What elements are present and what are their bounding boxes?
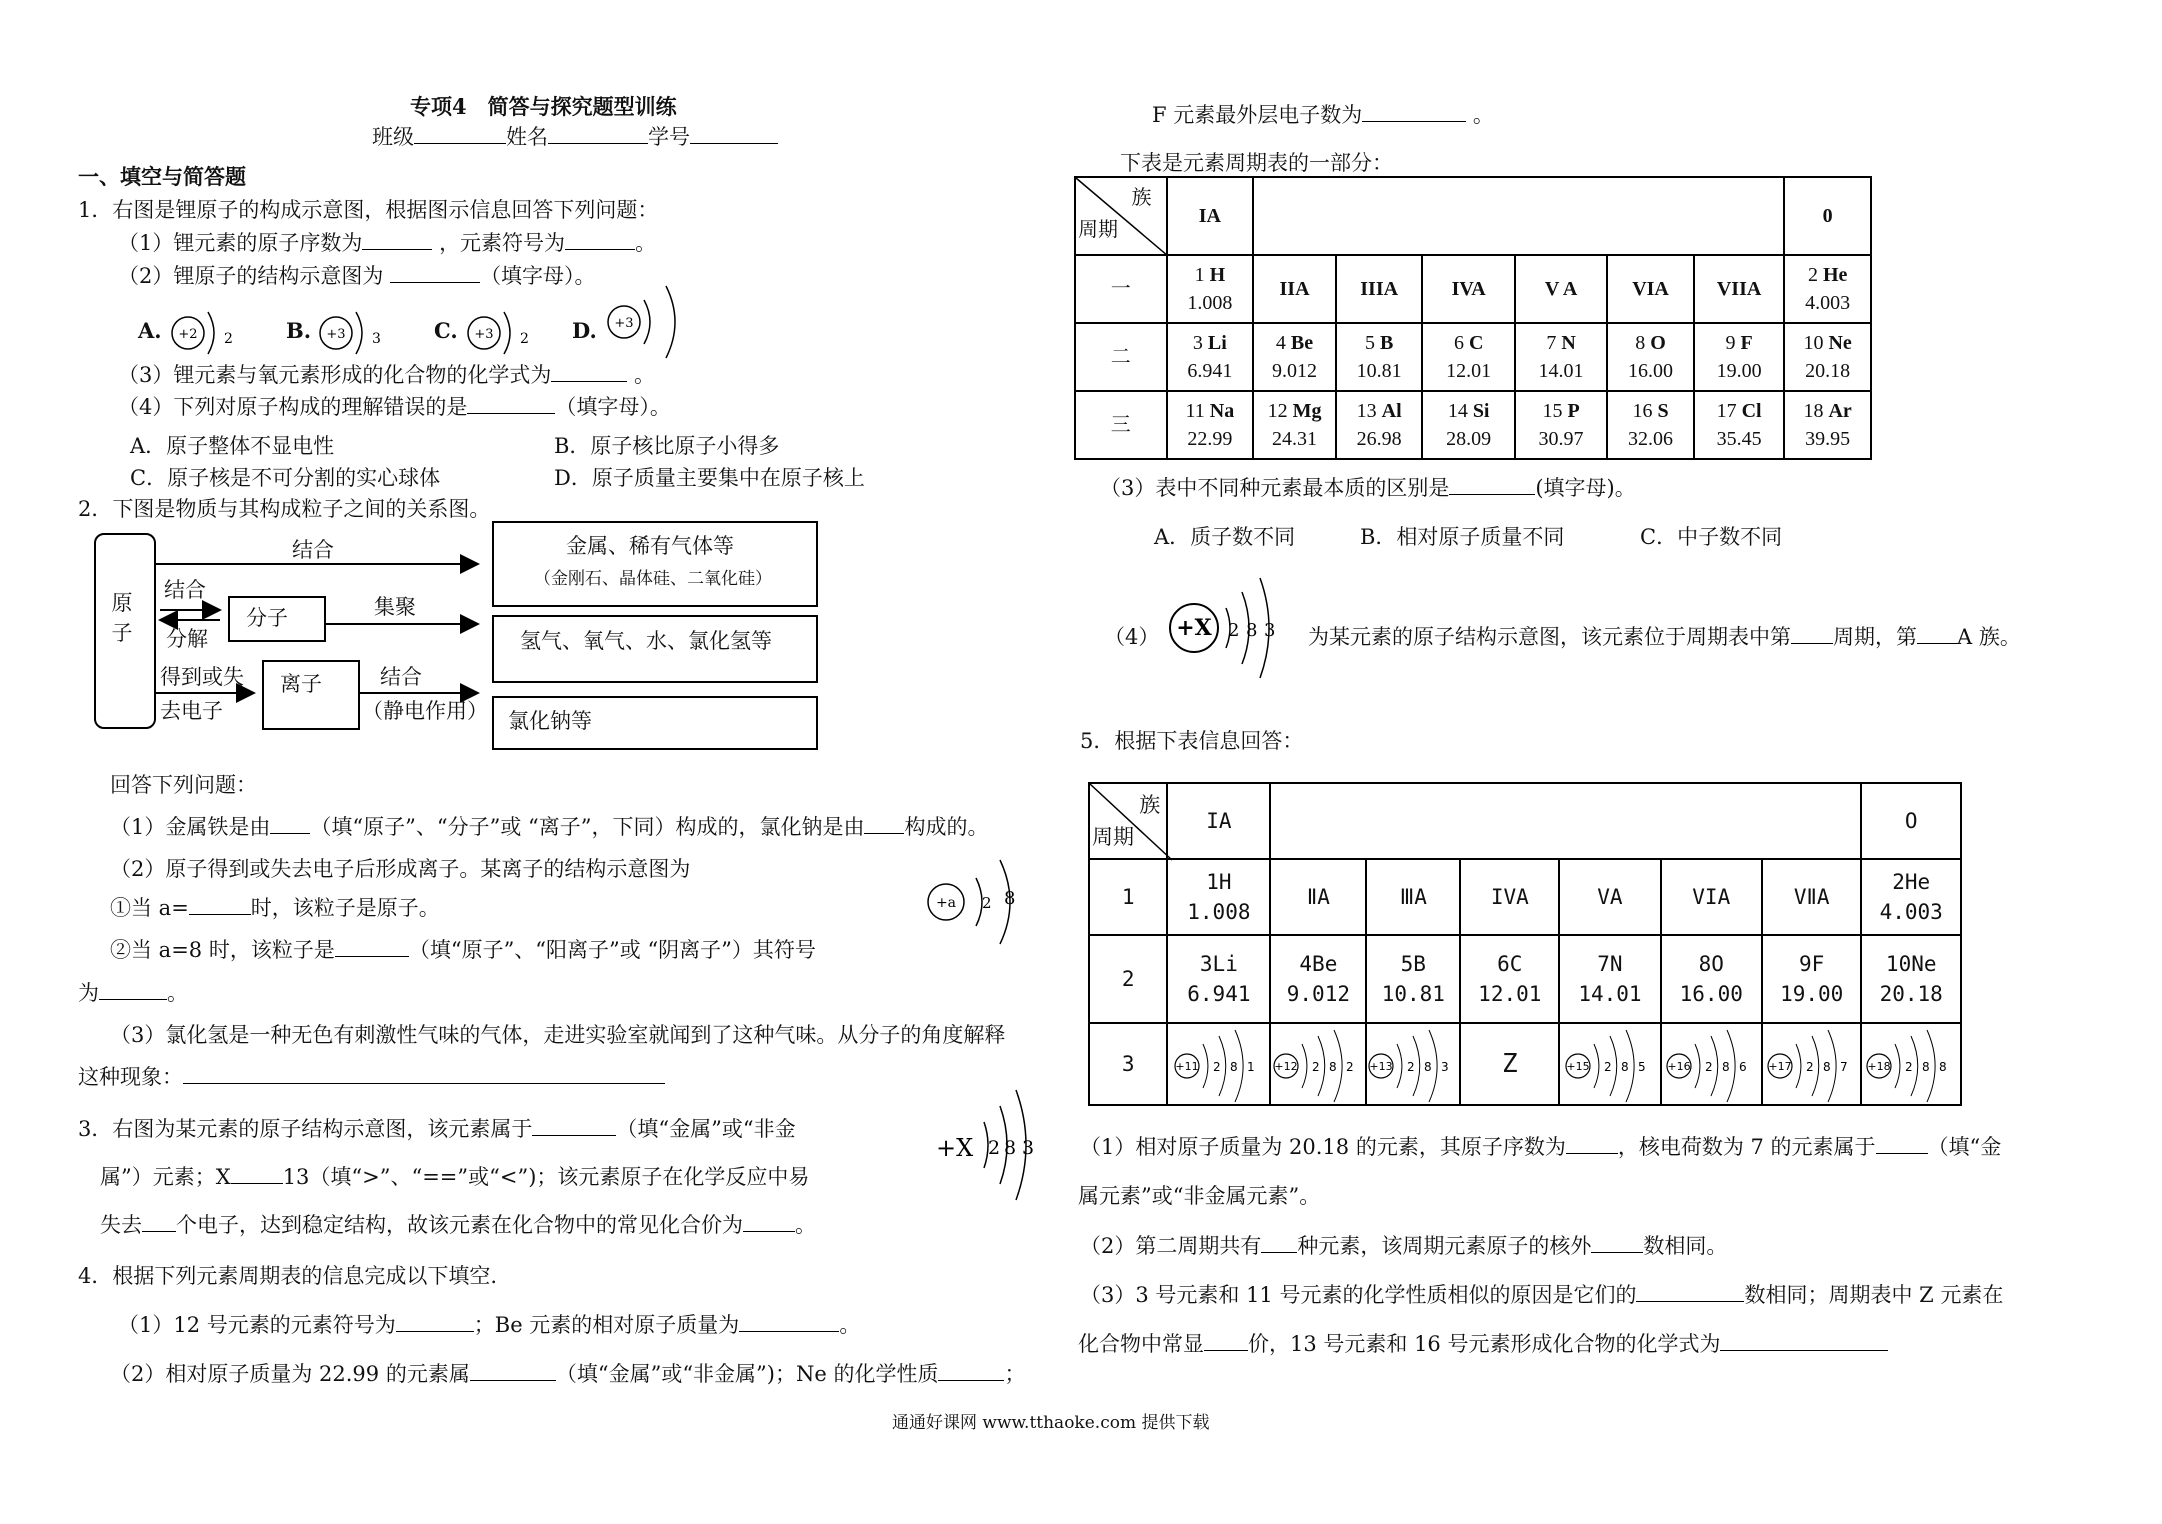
q5-l5-text2: 价，13 号元素和 16 号元素形成化合物的化学式为 — [1248, 1332, 1721, 1356]
q5-l5 — [1078, 1331, 1888, 1357]
q1-choice-d: D．原子质量主要集中在原子核上 — [554, 466, 865, 490]
q3-l2 — [100, 1164, 809, 1190]
q2-p2i — [110, 895, 440, 921]
nucleus-charge: +12 — [1274, 1060, 1298, 1073]
pt2-cell-B: 5B 10.81 — [1366, 935, 1460, 1023]
pt1-group-iia: IIA — [1253, 255, 1336, 323]
q5-l4-text: （3）3 号元素和 11 号元素的化学性质相似的原因是它们的 — [1080, 1283, 1637, 1307]
q4-l1: （1）12 号元素的元素符号为 ；Be 元素的相对原子质量为 。 — [118, 1313, 861, 1337]
q3-l1 — [78, 1116, 796, 1142]
pt1-period-1: 一 — [1075, 255, 1167, 323]
section-heading: 一、填空与简答题 — [78, 164, 246, 189]
combine-label-3: 结合 — [380, 665, 422, 689]
pt2-cell-F: 9F 19.00 — [1762, 935, 1862, 1023]
q2-blank-explain[interactable] — [183, 1065, 665, 1084]
q3-blank-electrons[interactable] — [142, 1213, 176, 1232]
shell-electron-count: 8 — [1939, 1060, 1947, 1074]
pt1-group-iiia: IIIA — [1336, 255, 1423, 323]
gain-lose-label-1: 得到或失 — [160, 665, 244, 689]
q2-p2ii — [110, 937, 816, 963]
pt1-group-iva: IVA — [1422, 255, 1514, 323]
q4-blank-metal[interactable] — [470, 1362, 556, 1381]
q2-stem: 2．下图是物质与其构成粒子之间的关系图。 — [78, 497, 491, 521]
pt2-z-label: Z — [1501, 1049, 1518, 1079]
q4-s3 — [1100, 475, 1636, 501]
q3-l3-text: 失去 — [100, 1213, 142, 1237]
pt1-cell-O: 8 O 16.00 — [1607, 323, 1694, 391]
combine-label-2: 结合 — [164, 578, 206, 602]
q4-s4-shell-2: 8 — [1246, 620, 1258, 641]
pt2-cell-Li: 3Li 6.941 — [1167, 935, 1270, 1023]
shell-electron-count: 5 — [1637, 1060, 1646, 1074]
q4-s4-text2: 周期，第 — [1833, 625, 1917, 649]
q4-blank-group[interactable] — [1917, 625, 1957, 644]
name-label: 姓名 — [506, 125, 548, 149]
q5-l1 — [1080, 1134, 2001, 1160]
pt1-cell-N: 7 N 14.01 — [1515, 323, 1607, 391]
periodic-table-2 — [1088, 782, 1962, 1106]
pt1-cell-P: 15 P 30.97 — [1515, 391, 1607, 459]
class-label: 班级 — [372, 125, 414, 149]
q1-s4-end: （填字母）。 — [555, 395, 671, 419]
svg-text:+2: +2 — [178, 327, 198, 342]
pt1-group-via: VIA — [1607, 255, 1694, 323]
pt2-cell-period3-2 — [1270, 1023, 1366, 1105]
shell-electron-count: 1 — [1246, 1060, 1255, 1074]
q2-p1-text: （1）金属铁是由 — [110, 815, 271, 839]
q1-choice-a: A．原子整体不显电性 — [130, 434, 335, 458]
footer-credit: 通通好课网 www.tthaoke.com 提供下载 — [892, 1413, 1210, 1433]
q1-s2-end: （填字母）。 — [480, 264, 596, 288]
pt2-cell-Z — [1460, 1023, 1559, 1105]
q2-p2ii-text2: （填“原子”、“阳离子”或 “阴离子”）其符号 — [408, 938, 816, 962]
q1-s4-text: （4）下列对原子构成的理解错误的是 — [118, 395, 468, 419]
pt2-group-ia: IA — [1167, 783, 1270, 859]
q5-l4 — [1080, 1282, 2003, 1308]
shell-electron-count: 6 — [1739, 1060, 1747, 1074]
q2-p1-text3: 构成的。 — [904, 815, 989, 839]
pt2-corner-period: 周期 — [1092, 825, 1134, 849]
q2-blank-symbol[interactable] — [99, 981, 167, 1000]
q1-stem: 1．右图是锂原子的构成示意图，根据图示信息回答下列问题： — [78, 198, 659, 222]
q4-s3-text: （3）表中不同种元素最本质的区别是 — [1100, 476, 1450, 500]
pt2-cell-period3-8 — [1861, 1023, 1961, 1105]
svg-text:3: 3 — [372, 331, 381, 347]
q5-l3-text2: 种元素，该周期元素原子的核外 — [1297, 1234, 1592, 1258]
q4-s3-end: (填字母)。 — [1535, 476, 1636, 500]
diagram-arrows — [0, 0, 830, 760]
nucleus-charge: +11 — [1175, 1060, 1199, 1073]
pt2-cell-C: 6C 12.01 — [1460, 935, 1559, 1023]
shell-electron-count: 2 — [1905, 1060, 1913, 1074]
pt2-group-iiia: ⅢA — [1366, 859, 1460, 935]
q2-p3b-text: 这种现象： — [78, 1065, 183, 1089]
pt1-cell-Li: 3 Li 6.941 — [1167, 323, 1254, 391]
atom-structure-diagram — [1272, 1026, 1364, 1102]
q2-p2: （2）原子得到或失去电子后形成离子。某离子的结构示意图为 — [110, 857, 691, 881]
q3-blank-valence[interactable] — [743, 1213, 795, 1232]
q3-blank-compare[interactable] — [231, 1165, 283, 1184]
svg-text:+a: +a — [935, 895, 957, 911]
pt1-cell-Al: 13 Al 26.98 — [1336, 391, 1423, 459]
q1-s2-text: （2）锂原子的结构示意图为 — [118, 264, 384, 288]
q2-blank-particle[interactable] — [335, 938, 409, 957]
q3-l3-text2: 个电子，达到稳定结构，故该元素在化合物中的常见化合价为 — [176, 1213, 743, 1237]
q2-p2ii-text: ②当 a=8 时，该粒子是 — [110, 938, 335, 962]
svg-text:2: 2 — [224, 331, 233, 347]
pt2-period-1: 1 — [1089, 859, 1167, 935]
nucleus-charge: +15 — [1566, 1060, 1590, 1073]
q4-l1-text: （1）12 号元素的元素符号为 — [118, 1313, 396, 1337]
ion-label: 离子 — [280, 672, 322, 696]
q5-blank-atomic-number[interactable] — [1566, 1135, 1618, 1154]
molecular-substance-label: 氢气、氧气、水、氯化氢等 — [520, 629, 772, 653]
pt2-group-iva: IVA — [1460, 859, 1559, 935]
q3-l1-text2: （填“金属”或“非金 — [616, 1117, 796, 1141]
q5-l3 — [1080, 1233, 1727, 1259]
periodic-table-1 — [1074, 176, 1872, 460]
pt1-cell-C: 6 C 12.01 — [1422, 323, 1514, 391]
q1-opt-c-label: C. — [434, 318, 458, 343]
shell-electron-count: 2 — [1312, 1060, 1321, 1074]
q4-blank-difference[interactable] — [1449, 476, 1535, 495]
q5-l4-text2: 数相同；周期表中 Z 元素在 — [1744, 1283, 2004, 1307]
svg-text:+3: +3 — [326, 327, 346, 342]
shell-electron-count: 8 — [1229, 1060, 1238, 1074]
pt1-cell-F: 9 F 19.00 — [1694, 323, 1784, 391]
q2-p1-text2: （填“原子”、“分子”或 “离子”，下同）构成的，氯化钠是由 — [310, 815, 865, 839]
pt2-corner-group: 族 — [1139, 793, 1161, 817]
q3-shell-3: 3 — [1022, 1137, 1035, 1159]
q4-l3-text: F 元素最外层电子数为 — [1152, 103, 1363, 127]
shell-electron-count: 2 — [1705, 1060, 1713, 1074]
q5-l1-text: （1）相对原子质量为 20.18 的元素，其原子序数为 — [1080, 1135, 1566, 1159]
pt2-cell-period3-7 — [1762, 1023, 1862, 1105]
pt1-period-3: 三 — [1075, 391, 1167, 459]
pt1-header-gap — [1253, 177, 1784, 255]
q4-blank-symbol[interactable] — [396, 1313, 474, 1332]
q5-blank-metal[interactable] — [1876, 1135, 1928, 1154]
pt1-cell-Ar: 18 Ar 39.95 — [1784, 391, 1871, 459]
q2-ion-shell-1: 2 — [982, 894, 992, 912]
q3-blank-type[interactable] — [532, 1117, 616, 1136]
pt1-cell-He: 2 He 4.003 — [1784, 255, 1871, 323]
q4-atom-diagram — [1164, 572, 1294, 686]
q5-stem: 5．根据下表信息回答： — [1080, 729, 1304, 753]
q4-l1-text2: ；Be 元素的相对原子质量为 — [473, 1313, 740, 1337]
q5-l1-text2: ，核电荷数为 7 的元素属于 — [1617, 1135, 1876, 1159]
q4-blank-mass[interactable] — [739, 1313, 839, 1332]
q2-p1 — [110, 814, 988, 840]
electrostatic-label: （静电作用） — [362, 699, 488, 723]
pt1-group-va: V A — [1515, 255, 1607, 323]
shell-electron-count: 8 — [1822, 1060, 1831, 1074]
q1-s1: （1）锂元素的原子序数为 ，元素符号为 。 — [118, 231, 657, 255]
pt1-group-0: 0 — [1784, 177, 1871, 255]
metal-box-line2: （金刚石、晶体硅、二氧化硅） — [534, 569, 772, 589]
q1-s1-text: （1）锂元素的原子序数为 — [118, 231, 363, 255]
q2-p2i-text2: 时，该粒子是原子。 — [250, 896, 440, 920]
shell-electron-count: 8 — [1620, 1060, 1629, 1074]
q1-s3: （3）锂元素与氧元素形成的化合物的化学式为 。 — [118, 363, 656, 387]
pt2-cell-O: 8O 16.00 — [1661, 935, 1762, 1023]
q5-blank-formula[interactable] — [1720, 1332, 1888, 1351]
q5-l1-text3: （填“金 — [1927, 1135, 2002, 1159]
atom-structure-diagram — [1766, 1026, 1858, 1102]
pt1-cell-H: 1 H 1.008 — [1167, 255, 1254, 323]
q2-p3b — [78, 1064, 665, 1090]
q2-p2iic-text: 为 — [78, 981, 99, 1005]
q3-nucleus: +X — [936, 1134, 974, 1162]
q5-l3-text: （2）第二周期共有 — [1080, 1234, 1262, 1258]
atom-structure-diagram — [1173, 1026, 1265, 1102]
q2-ion-shell-2: 8 — [1004, 888, 1016, 909]
q4-s3-choice-a: A．质子数不同 — [1154, 525, 1296, 549]
q4-l2-text: （2）相对原子质量为 22.99 的元素属 — [110, 1362, 470, 1386]
q3-atom-diagram — [934, 1082, 1054, 1208]
q4-blank-f[interactable] — [1362, 103, 1466, 122]
metal-box-line1: 金属、稀有气体等 — [566, 534, 734, 558]
q5-blank-valence[interactable] — [1204, 1332, 1248, 1351]
q1-choice-b: B．原子核比原子小得多 — [554, 434, 780, 458]
pt1-cell-Ne: 10 Ne 20.18 — [1784, 323, 1871, 391]
atom-structure-diagram — [1665, 1026, 1757, 1102]
q4-s4-shell-1: 2 — [1228, 620, 1240, 641]
q4-l2: （2）相对原子质量为 22.99 的元素属 （填“金属”或“非金属”)；Ne 的化学性质 ； — [110, 1362, 1026, 1386]
q3-l2-text2: 13（填“>”、“==”或“<”)；该元素原子在化学反应中易 — [282, 1165, 810, 1189]
shell-electron-count: 8 — [1722, 1060, 1730, 1074]
pt2-cell-period3-3 — [1366, 1023, 1460, 1105]
atom-structure-diagram — [1564, 1026, 1656, 1102]
q2-ion-diagram — [926, 854, 1036, 950]
pt2-cell-period3-5 — [1559, 1023, 1660, 1105]
nucleus-charge: +18 — [1867, 1060, 1891, 1073]
q3-shell-2: 8 — [1004, 1137, 1017, 1159]
shell-electron-count: 2 — [1346, 1060, 1355, 1074]
svg-text:2: 2 — [520, 331, 529, 347]
q1-opt-d-label: D. — [572, 318, 597, 343]
q4-s4-text: 为某元素的原子结构示意图，该元素位于周期表中第 — [1308, 625, 1791, 649]
q4-s4-label: （4） — [1104, 625, 1160, 649]
pt2-period-3: 3 — [1089, 1023, 1167, 1105]
pt1-cell-Cl: 17 Cl 35.45 — [1694, 391, 1784, 459]
pt1-group-viia: VIIA — [1694, 255, 1784, 323]
q4-s4-nucleus: +X — [1176, 615, 1212, 641]
q3-l2-text: 属”）元素；X — [100, 1165, 231, 1189]
shell-electron-count: 8 — [1329, 1060, 1338, 1074]
molecule-label: 分子 — [246, 606, 288, 630]
q1-s3-text: （3）锂元素与氧元素形成的化合物的化学式为 — [118, 363, 552, 387]
pt1-period-2: 二 — [1075, 323, 1167, 391]
q4-stem: 4．根据下列元素周期表的信息完成以下填空. — [78, 1264, 498, 1288]
pt2-cell-period3-6 — [1661, 1023, 1762, 1105]
atom-label: 原子 — [111, 591, 133, 645]
q1-choice-c: C．原子核是不可分割的实心球体 — [130, 466, 441, 490]
shell-electron-count: 2 — [1805, 1060, 1814, 1074]
q3-shell-1: 2 — [988, 1137, 1001, 1159]
pt2-cell-Be: 4Be 9.012 — [1270, 935, 1366, 1023]
pt1-cell-S: 16 S 32.06 — [1607, 391, 1694, 459]
pt2-group-viia: VⅡA — [1762, 859, 1862, 935]
q1-opt-a-label: A. — [138, 318, 162, 343]
svg-text:+3: +3 — [614, 316, 634, 331]
pt1-cell-Be: 4 Be 9.012 — [1253, 323, 1336, 391]
q4-table-intro: 下表是元素周期表的一部分： — [1120, 151, 1393, 175]
pt2-cell-Ne: 10Ne 20.18 — [1861, 935, 1961, 1023]
pt2-cell-H: 1H 1.008 — [1167, 859, 1270, 935]
number-label: 学号 — [648, 125, 690, 149]
pt2-cell-N: 7N 14.01 — [1559, 935, 1660, 1023]
pt1-corner — [1075, 177, 1167, 255]
shell-electron-count: 8 — [1424, 1060, 1432, 1074]
shell-electron-count: 8 — [1922, 1060, 1930, 1074]
shell-electron-count: 2 — [1212, 1060, 1221, 1074]
q3-l1-text: 3．右图为某元素的原子结构示意图，该元素属于 — [78, 1117, 533, 1141]
q1-s1-text2: ，元素符号为 — [439, 231, 566, 255]
q2-answer-intro: 回答下列问题： — [110, 773, 257, 797]
shell-electron-count: 7 — [1839, 1060, 1848, 1074]
pt2-group-via: VIA — [1661, 859, 1762, 935]
q4-s3-choice-b: B．相对原子质量不同 — [1360, 525, 1565, 549]
q4-s3-choice-c: C．中子数不同 — [1640, 525, 1783, 549]
q4-blank-period[interactable] — [1791, 625, 1833, 644]
pt1-corner-period: 周期 — [1078, 219, 1118, 241]
page-title: 专项4 简答与探究题型训练 — [410, 94, 677, 119]
q4-s4-shell-3: 3 — [1264, 620, 1276, 641]
pt2-cell-He: 2He 4.003 — [1861, 859, 1961, 935]
pt2-group-iia: ⅡA — [1270, 859, 1366, 935]
q3-l3: 失去 个电子，达到稳定结构，故该元素在化合物中的常见化合价为 。 — [100, 1213, 816, 1237]
q2-blank-nacl[interactable] — [864, 815, 904, 834]
pt1-group-ia: IA — [1167, 177, 1254, 255]
gather-label: 集聚 — [374, 595, 416, 619]
pt1-cell-Si: 14 Si 28.09 — [1422, 391, 1514, 459]
q5-l3-text3: 数相同。 — [1643, 1234, 1728, 1258]
decompose-label: 分解 — [166, 627, 208, 651]
atom-structure-diagram — [1865, 1026, 1957, 1102]
combine-label-1: 结合 — [292, 538, 334, 562]
pt1-cell-Na: 11 Na 22.99 — [1167, 391, 1254, 459]
q5-blank-reason[interactable] — [1636, 1283, 1744, 1302]
shell-electron-count: 2 — [1407, 1060, 1415, 1074]
q5-l5-text: 化合物中常显 — [1078, 1332, 1204, 1356]
q5-blank-shells[interactable] — [1591, 1234, 1643, 1253]
pt2-cell-period3-1 — [1167, 1023, 1270, 1105]
atom-structure-diagram — [1367, 1026, 1459, 1102]
pt2-corner — [1089, 783, 1167, 859]
q2-p2i-text: ①当 a= — [110, 896, 189, 920]
pt2-group-0: O — [1861, 783, 1961, 859]
q2-p3: （3）氯化氢是一种无色有刺激性气味的气体，走进实验室就闻到了这种气味。从分子的角度解释 — [110, 1023, 1006, 1047]
nucleus-charge: +13 — [1369, 1060, 1393, 1073]
pt1-cell-Mg: 12 Mg 24.31 — [1253, 391, 1336, 459]
q5-blank-count[interactable] — [1261, 1234, 1297, 1253]
q4-l2-text2: （填“金属”或“非金属”)；Ne 的化学性质 — [555, 1362, 939, 1386]
q5-l2: 属元素”或“非金属元素”。 — [1078, 1184, 1321, 1208]
q1-opt-b-label: B. — [286, 318, 312, 343]
nucleus-charge: +16 — [1667, 1060, 1691, 1073]
pt2-header-gap — [1270, 783, 1861, 859]
shell-electron-count: 2 — [1603, 1060, 1612, 1074]
q2-p2iic: 为 。 — [78, 981, 188, 1005]
nucleus-charge: +17 — [1768, 1060, 1792, 1073]
pt1-corner-group: 族 — [1131, 187, 1152, 209]
svg-text:+3: +3 — [474, 327, 494, 342]
pt2-group-va: VA — [1559, 859, 1660, 935]
pt1-cell-B: 5 B 10.81 — [1336, 323, 1423, 391]
q4-s4 — [1308, 624, 2021, 650]
shell-electron-count: 3 — [1441, 1060, 1449, 1074]
ionic-substance-label: 氯化钠等 — [508, 709, 592, 733]
q4-s4-text3: A 族。 — [1957, 625, 2021, 649]
pt2-period-2: 2 — [1089, 935, 1167, 1023]
q4-blank-chem[interactable] — [938, 1362, 1004, 1381]
gain-lose-label-2: 去电子 — [160, 699, 223, 723]
q4-l3: F 元素最外层电子数为 。 — [1152, 103, 1494, 127]
q2-blank-iron[interactable] — [270, 815, 310, 834]
q2-blank-a[interactable] — [189, 896, 251, 915]
